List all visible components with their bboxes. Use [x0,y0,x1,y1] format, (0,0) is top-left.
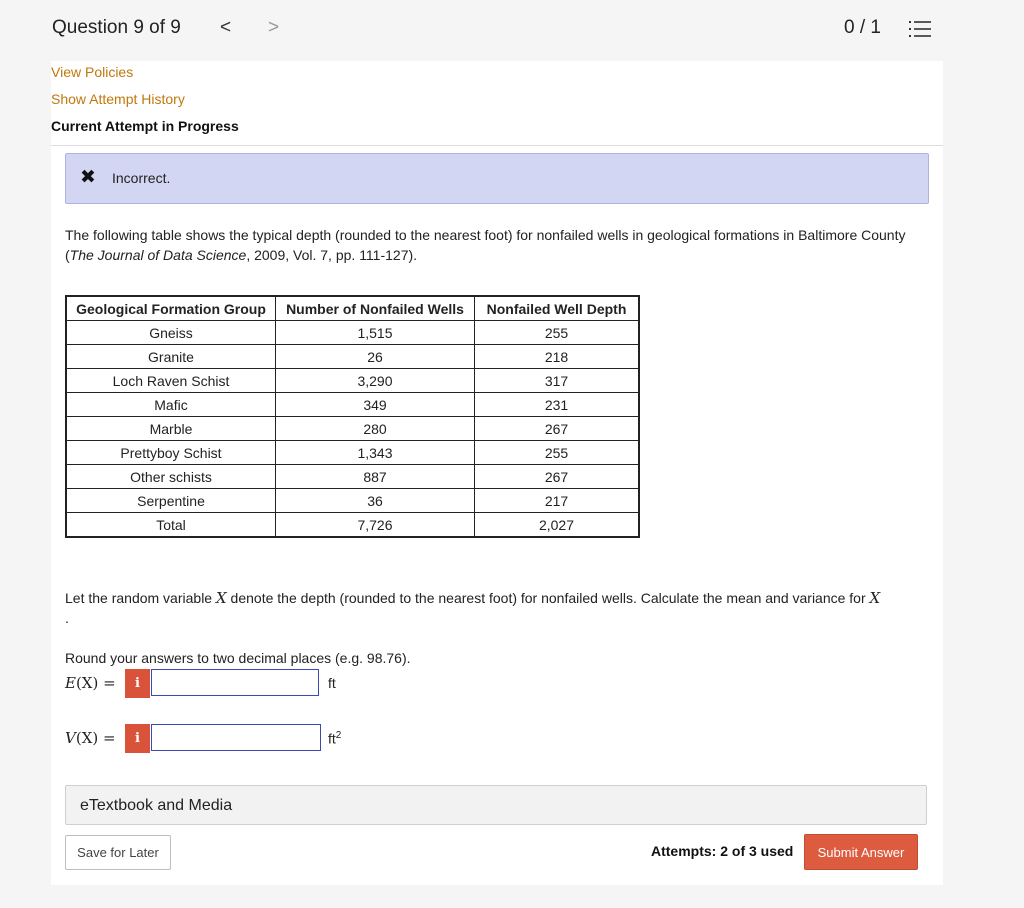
score-display: 0 / 1 [844,17,881,38]
table-row [66,441,639,465]
table-cell: 231 [475,393,640,417]
info-icon[interactable]: i [125,724,150,753]
show-attempt-history-link[interactable]: Show Attempt History [51,91,185,107]
table-row [66,321,639,345]
table-cell: 26 [276,345,475,369]
table-cell: 2,027 [475,513,640,538]
table-cell: 267 [475,417,640,441]
variable-x: X [215,589,227,607]
question-list-icon[interactable] [909,20,931,38]
column-header: Nonfailed Well Depth [475,296,640,321]
table-cell: Other schists [66,465,276,489]
incorrect-alert [65,153,929,204]
variable-x: X [869,589,881,607]
attempts-counter: Attempts: 2 of 3 used [651,843,794,859]
question-text-2: denote the depth (rounded to the nearest foot) for nonfailed wells. Calculate the mean and variance for [226,590,870,606]
chevron-right-icon[interactable]: > [268,17,280,38]
top-bar [0,0,1024,60]
problem-intro [65,225,925,265]
intro-text-2: , 2009, Vol. 7, pp. 111-127). [246,247,418,263]
alert-text: Incorrect. [112,170,171,186]
table-cell: 317 [475,369,640,393]
attempt-status: Current Attempt in Progress [51,118,239,134]
table-row [66,393,639,417]
table-cell: Serpentine [66,489,276,513]
table-row [66,345,639,369]
etextbook-label: eTextbook and Media [80,797,233,814]
table-cell: Total [66,513,276,538]
table-cell: Granite [66,345,276,369]
submit-answer-button[interactable]: Submit Answer [804,834,918,870]
table-cell: 267 [475,465,640,489]
table-cell: 255 [475,321,640,345]
expected-value-input[interactable] [151,669,319,696]
table-cell: 255 [475,441,640,465]
vx-fn: V [65,729,76,747]
ex-arg: (X) = [75,674,116,692]
problem-question [65,588,925,608]
table-cell: Mafic [66,393,276,417]
table-cell: 349 [276,393,475,417]
table-row [66,489,639,513]
intro-text-1: The following table shows the typical depth (rounded to the nearest foot) for nonfailed wells in geological formations in Baltimore County ( [65,227,906,263]
table-cell: Gneiss [66,321,276,345]
table-row [66,417,639,441]
table-cell: 3,290 [276,369,475,393]
column-header: Geological Formation Group [66,296,276,321]
expected-value-label [65,674,116,692]
table-cell: Loch Raven Schist [66,369,276,393]
rounding-instructions: Round your answers to two decimal places (e.g. 98.76). [65,650,411,666]
table-cell: 218 [475,345,640,369]
table-cell: 1,515 [276,321,475,345]
column-header: Number of Nonfailed Wells [276,296,475,321]
table-header-row [66,296,639,321]
save-for-later-button[interactable]: Save for Later [65,835,171,870]
vx-unit [328,730,341,747]
divider [51,145,943,146]
table-cell: 217 [475,489,640,513]
table-cell: Prettyboy Schist [66,441,276,465]
table-row [66,369,639,393]
table-cell: 7,726 [276,513,475,538]
question-counter: Question 9 of 9 [52,17,181,38]
question-end-period: . [65,610,69,626]
chevron-left-icon[interactable]: < [220,17,232,38]
view-policies-link[interactable]: View Policies [51,64,134,80]
table-cell: 280 [276,417,475,441]
journal-title: The Journal of Data Science [69,247,247,263]
variance-label [65,729,116,747]
etextbook-media-section[interactable] [65,785,927,825]
info-icon[interactable]: i [125,669,150,698]
ex-unit: ft [328,675,336,691]
vx-unit-exponent: 2 [335,730,342,741]
close-icon: ✖ [80,167,96,188]
variance-input[interactable] [151,724,321,751]
table-cell: 36 [276,489,475,513]
table-cell: Marble [66,417,276,441]
vx-arg: (X) = [75,729,116,747]
wells-table [65,295,640,538]
table-cell: 1,343 [276,441,475,465]
table-row [66,465,639,489]
question-panel [51,61,943,885]
table-row [66,513,639,538]
vx-unit-base: ft [328,730,336,747]
table-cell: 887 [276,465,475,489]
ex-fn: E [65,674,76,692]
question-text-1: Let the random variable [65,590,216,606]
